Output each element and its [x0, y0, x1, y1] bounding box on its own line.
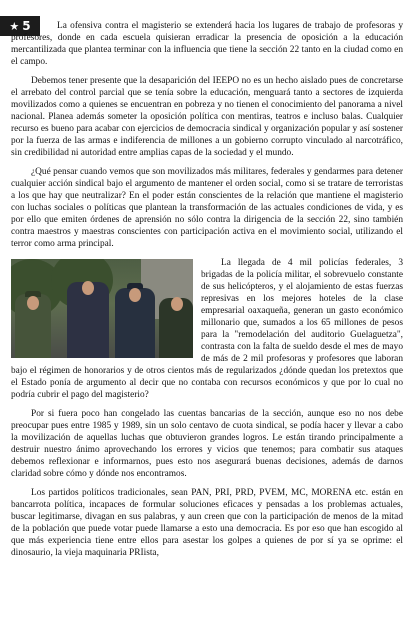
article-body	[11, 20, 403, 566]
page-number: 5	[22, 19, 31, 33]
article-paragraph: Debemos tener presente que la desaparición del IEEPO no es un hecho aislado pues de concretarse el arrebato del control parcial que se tenía sobre la educación, menguará tanto a sectores de izquierda movilizados como a quienes se encuentran en pobreza y no tienen el conocimiento del panorama a nivel nacional. Planea además someter la oposición política con mentiras, teatros e incluso balas. Cualquier recurso es bueno para acabar con ejercicios de democracia sindical y organización popular y así sostener por la fuerza de las armas e indiferencia de millones a un gobierno corrupto vinculado al narcotráfico, sin credibilidad ni autoridad entre amplias capas de la sociedad y el mundo.	[11, 76, 403, 158]
article-paragraph: ¿Qué pensar cuando vemos que son movilizados más militares, federales y gendarmes para detener cualquier acción sindical bajo el argumento de mantener el orden social, como si se tratare de terroristas a los que hay que neutralizar? En el poder están conscientes de la relación que mantiene el magisterio con luchas sociales o políticas que plantean la transformación de las actuales condiciones de vida, y es por ello que emiten órdenes de aprensión no sólo contra la dirigencia de la sección 22, sino también contra maestros y maestras conscientes con participación activa en el movimiento social, utilizando el terror como arma principal.	[11, 167, 403, 249]
star-icon: ★	[9, 19, 20, 33]
article-paragraph: Los partidos políticos tradicionales, sean PAN, PRI, PRD, PVEM, MC, MORENA etc. están en bancarrota política, incapaces de formular soluciones eficaces y pensadas a los problemas actuales, buscar legitimarse, divagan en sus palabras, y aun creen que con la participación de menos de la mitad de la población que puede votar puede llamarse a esto una democracia. Es por eso que han escogido al que más experiencia tiene entre ellos para asestar los golpes a quienes de por sí ya se oprime: el dinosaurio, la vieja maquinaria PRIista,	[11, 488, 403, 558]
article-paragraph: Por si fuera poco han congelado las cuentas bancarias de la sección, aunque eso no nos debe preocupar pues entre 1985 y 1989, sin un solo centavo de cuota sindical, se podía hacer y llevar a cabo la movilización de aquellas luchas que obtuvieron grandes logros. Le están tirando principalmente a destruir nuestro ánimo aprovechando los errores y vicios que tenemos; para combatir sus ataques debemos reflexionar e informarnos, pues esto nos asegurará buenas decisiones, además de darnos claridad sobre cómo y dónde nos encontramos.	[11, 409, 403, 479]
article-paragraph: La ofensiva contra el magisterio se extenderá hacia los lugares de trabajo de profesoras y profesores, donde en cada escuela quisieran erradicar la presencia de oposición a la educación mercantilizada que plantea terminar con la influencia que tiene la sección 22 tanto en la ciudad como en el campo.	[11, 21, 403, 67]
news-photo	[11, 259, 193, 358]
article-paragraph: La llegada de 4 mil policías federales, 3 brigadas de la policía militar, el sobrevuelo constante de sus helicópteros, y el alojamiento de estas fuerzas represivas en los mejores hoteles de la clase empresarial oaxaqueña, generan un gasto económico millonario que, sumados a los 65 millones de pesos para la "remodelación del auditorio Guelaguetza", contrasta con la falta de sueldo desde el mes de mayo de más de 2 mil profesoras y profesores que laboran bajo el régimen de honorarios y de otros cientos más de regularizados ¿dónde quedan los pretextos que el Estado ponía de argumento al decir que no contaba con recursos económicos y que por lo cual no podría cubrir el pago del magisterio?	[11, 258, 403, 400]
